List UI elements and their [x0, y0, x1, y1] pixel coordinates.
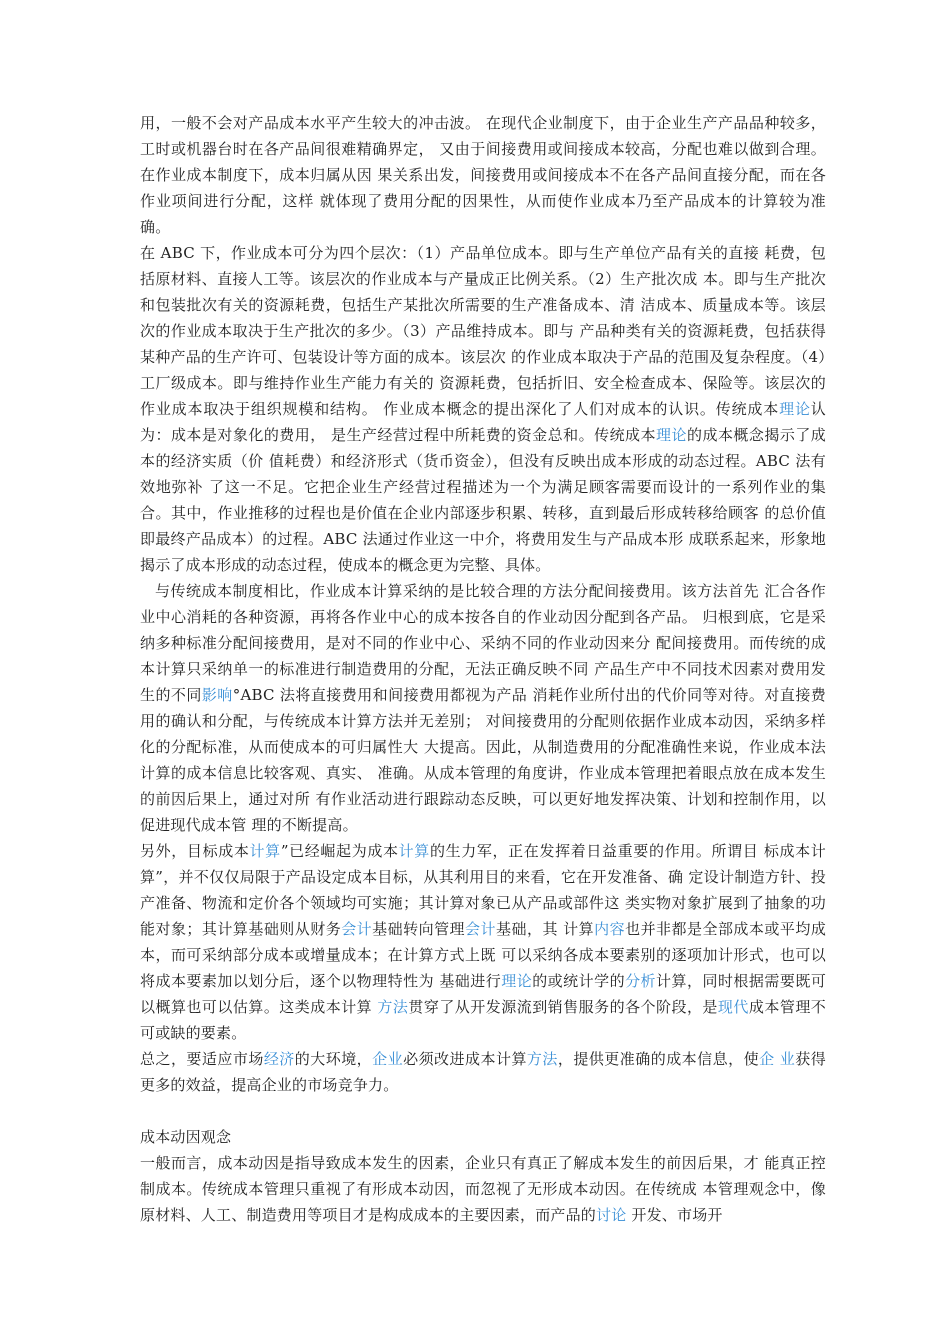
paragraph-text: 另外，目标成本 [140, 842, 250, 860]
keyword-link[interactable]: 方法 [377, 998, 409, 1016]
paragraph-text: ，提供更准确的成本信息，使 [557, 1050, 760, 1068]
keyword-link[interactable]: 讨论 [596, 1206, 627, 1224]
paragraph-text: 也并非都是全部成本或平均成本，而可采纳部分成本或增量成本；在计算方式上既 可以采纳各成本要素别的逐项加计形式，也可以将成本要素加以划分后，逐个以物理特性为 基础进行 [140, 920, 827, 990]
paragraph [140, 240, 826, 578]
keyword-link[interactable]: 理论 [779, 400, 811, 418]
paragraph-text: 获得更多的效益，提高企业的市场竞争力。 [140, 1050, 826, 1094]
keyword-link[interactable]: 计算 [249, 842, 281, 860]
paragraph-text: 在 ABC 下，作业成本可分为四个层次：（1）产品单位成本。即与生产单位产品有关的直接 耗费，包括原材料、直接人工等。该层次的作业成本与产量成正比例关系。（2）生产批次成 本。即与生产批次和包装批次有关的资源耗费，包括生产某批次所需要的生产准备成本、清 洁成本、质量成本等。该层次的作业成本取决于生产批次的多少。（3）产品维持成本。即与 产品种类有关的资源耗费，包括获得某种产品的生产许可、包装设计等方面的成本。该层次 的作业成本取决于产品的范围及复杂程度。（4）工厂级成本。即与维持作业生产能力有关的 资源耗费，包括折旧、安全检查成本、保险等。该层次的作业成本取决于组织规模和结构。 作业成本概念的提出深化了人们对成本的认识。传统成本 [140, 244, 826, 418]
keyword-link[interactable]: 现代 [717, 998, 749, 1016]
paragraph [140, 1150, 826, 1228]
paragraph-text: 的成本概念揭示了成本的经济实质（价 值耗费）和经济形式（货币资金），但没有反映出成本形成的动态过程。ABC 法有效地弥补 了这一不足。它把企业生产经营过程描述为一个为满足顾客需要而设计的一系列作业的集 合。其中，作业推移的过程也是价值在企业内部逐步积累、转移，直到最后形成转移给顾客 的总价值即最终产品成本）的过程。ABC 法通过作业这一中介，将费用发生与产品成本形 成联系起来，形象地揭示了成本形成的动态过程，使成本的概念更为完整、具体。 [140, 426, 827, 574]
paragraph-text: 的大环境， [294, 1050, 373, 1068]
paragraph-text: 必须改进成本计算 [403, 1050, 527, 1068]
paragraph-text: 的或统计学的 [532, 972, 626, 990]
keyword-link[interactable]: 经济 [263, 1050, 295, 1068]
body-text [140, 110, 826, 1098]
keyword-link[interactable]: 企 业 [759, 1050, 796, 1068]
keyword-link[interactable]: 方法 [526, 1050, 558, 1068]
paragraph-text: 基础转向管理 [372, 920, 466, 938]
paragraph-text: 开发、市场开 [626, 1206, 723, 1224]
keyword-link[interactable]: 会计 [465, 920, 497, 938]
paragraph-text: 认为：成本是对象化的费用， 是生产经营过程中所耗费的资金总和。传统成本 [140, 400, 826, 444]
keyword-link[interactable]: 企业 [372, 1050, 404, 1068]
keyword-link[interactable]: 理论 [501, 972, 533, 990]
section-gap [140, 1098, 826, 1124]
section-text [140, 1150, 826, 1228]
document-page [140, 110, 826, 1228]
keyword-link[interactable]: 计算 [398, 842, 430, 860]
keyword-link[interactable]: 影响 [201, 686, 233, 704]
keyword-link[interactable]: 会计 [341, 920, 373, 938]
paragraph-text: 用，一般不会对产品成本水平产生较大的冲击波。 在现代企业制度下，由于企业生产产品品种较多，工时或机器台时在各产品间很难精确界定， 又由于间接费用或间接成本较高，分配也难以做到合理。在作业成本制度下，成本归属从因 果关系出发，间接费用或间接成本不在各产品间直接分配，而在各作业项间进行分配，这样 就体现了费用分配的因果性，从而使作业成本乃至产品成本的计算较为准确。 [140, 114, 826, 236]
paragraph [140, 838, 826, 1046]
paragraph-text: 基础，其 计算 [496, 920, 595, 938]
paragraph-text: 与传统成本制度相比，作业成本计算采纳的是比较合理的方法分配间接费用。该方法首先 汇合各作业中心消耗的各种资源，再将各作业中心的成本按各自的作业动因分配到各产品。 归根到底，它是采纳多种标准分配间接费用，是对不同的作业中心、采纳不同的作业动因来分 配间接费用。而传统的成本计算只采纳单一的标准进行制造费用的分配，无法正确反映不同 产品生产中不同技术因素对费用发生的不同 [140, 582, 826, 704]
keyword-link[interactable]: 理论 [656, 426, 687, 444]
paragraph-text: 一般而言，成本动因是指导致成本发生的因素，企业只有真正了解成本发生的前因后果，才 能真正控制成本。传统成本管理只重视了有形成本动因，而忽视了无形成本动因。在传统成 本管理观念中，像原材料、人工、制造费用等项目才是构成成本的主要因素，而产品的 [140, 1154, 826, 1224]
paragraph-text: 的生力军，正在发挥着日益重要的作用。所谓目 标成本计算”，并不仅仅局限于产品设定成本目标，从其利用目的来看，它在开发准备、确 定设计制造方针、投产准备、物流和定价各个领域均可实施；其计算对象已从产品或部件这 类实物对象扩展到了抽象的功能对象；其计算基础则从财务 [140, 842, 826, 938]
paragraph-text: ”已经崛起为成本 [280, 842, 399, 860]
paragraph [140, 110, 826, 240]
paragraph-text: °ABC 法将直接费用和间接费用都视为产品 消耗作业所付出的代价同等对待。对直接费用的确认和分配，与传统成本计算方法并无差别； 对间接费用的分配则依据作业成本动因，采纳多样化的分配标准，从而使成本的可归属性大 大提高。因此，从制造费用的分配准确性来说，作业成本法计算的成本信息比较客观、真实、 准确。从成本管理的角度讲，作业成本管理把着眼点放在成本发生的前因后果上，通过对所 有作业活动进行跟踪动态反映，可以更好地发挥决策、计划和控制作用，以促进现代成本管 理的不断提高。 [140, 686, 826, 834]
paragraph [140, 1046, 826, 1098]
keyword-link[interactable]: 内容 [594, 920, 626, 938]
paragraph [140, 578, 826, 838]
paragraph-text: 成本管理不可或缺的要素。 [140, 998, 826, 1042]
section-heading: 成本动因观念 [140, 1128, 232, 1146]
paragraph-text: 计算，同时根据需要既可以概算也可以估算。这类成本计算 [140, 972, 827, 1016]
paragraph-text: 贯穿了从开发源流到销售服务的各个阶段，是 [408, 998, 718, 1016]
keyword-link[interactable]: 分析 [625, 972, 657, 990]
paragraph-text: 总之，要适应市场 [140, 1050, 264, 1068]
